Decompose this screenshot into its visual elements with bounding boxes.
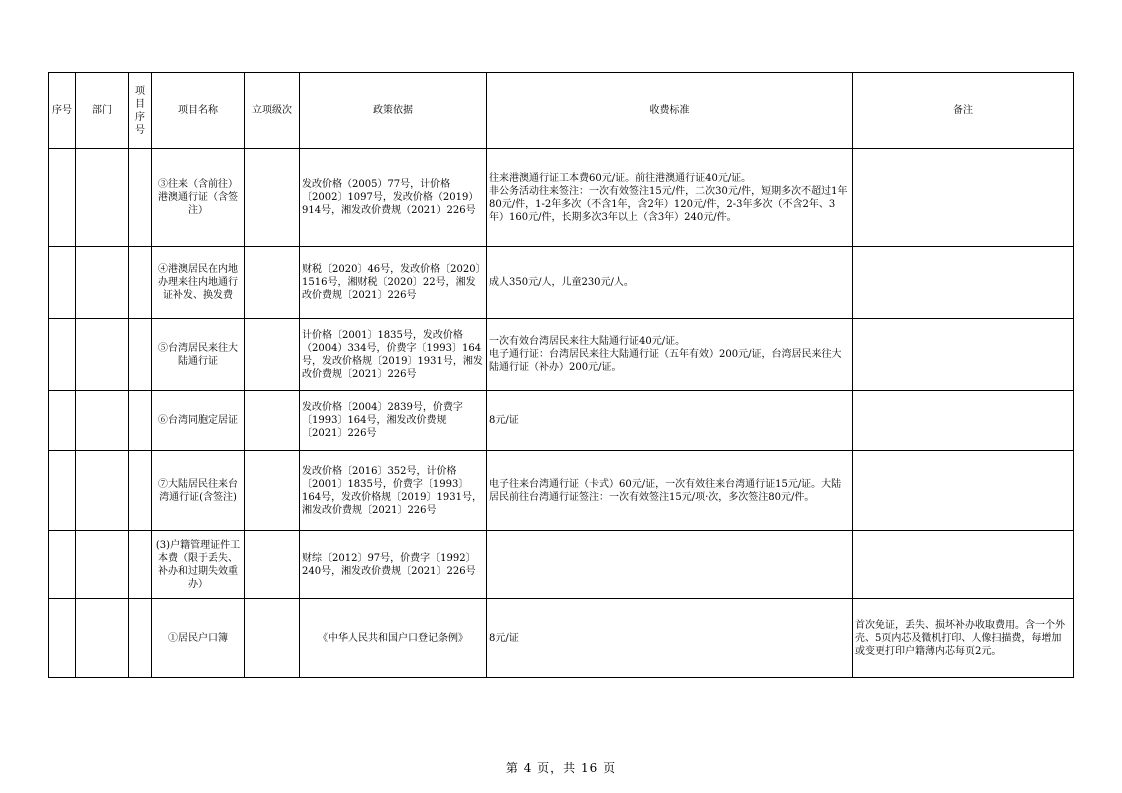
cell-seq [49, 599, 76, 678]
cell-item-seq [129, 247, 152, 319]
table-row [49, 451, 1074, 531]
header-dept: 部门 [76, 73, 129, 149]
table-row [49, 149, 1074, 247]
table-row [49, 319, 1074, 391]
cell-note [853, 451, 1074, 531]
cell-item-seq [129, 391, 152, 451]
cell-item-seq [129, 599, 152, 678]
cell-basis: 发改价格〔2004〕2839号，价费字〔1993〕164号，湘发改价费规〔2021〕226号 [300, 391, 487, 451]
cell-item-name: (3)户籍管理证件工本费（限于丢失、补办和过期失效重办） [152, 531, 245, 599]
header-item-name: 项目名称 [152, 73, 245, 149]
cell-seq [49, 391, 76, 451]
cell-item-name: ④港澳居民在内地办理来往内地通行证补发、换发费 [152, 247, 245, 319]
cell-level [245, 599, 300, 678]
cell-seq [49, 149, 76, 247]
cell-level [245, 149, 300, 247]
cell-item-seq [129, 319, 152, 391]
table-row [49, 531, 1074, 599]
table-row [49, 599, 1074, 678]
cell-note [853, 531, 1074, 599]
cell-basis: 计价格〔2001〕1835号，发改价格（2004）334号，价费字〔1993〕164号，发改价格规〔2019〕1931号，湘发改价费规〔2021〕226号 [300, 319, 487, 391]
header-seq: 序号 [49, 73, 76, 149]
cell-item-seq [129, 451, 152, 531]
cell-note [853, 247, 1074, 319]
cell-seq [49, 247, 76, 319]
cell-dept [76, 599, 129, 678]
cell-seq [49, 319, 76, 391]
cell-level [245, 319, 300, 391]
cell-item-name: ⑥台湾同胞定居证 [152, 391, 245, 451]
cell-item-name: ③往来（含前往）港澳通行证（含签注） [152, 149, 245, 247]
fee-table [48, 72, 1074, 678]
cell-fee: 一次有效台湾居民来往大陆通行证40元/证。 电子通行证：台湾居民来往大陆通行证（五年有效）200元/证，台湾居民来往大陆通行证（补办）200元/证。 [487, 319, 853, 391]
cell-dept [76, 391, 129, 451]
cell-basis: 发改价格〔2016〕352号，计价格〔2001〕1835号，价费字〔1993〕164号，发改价格规〔2019〕1931号，湘发改价费规〔2021〕226号 [300, 451, 487, 531]
cell-fee: 往来港澳通行证工本费60元/证。前往港澳通行证40元/证。 非公务活动往来签注：一次有效签注15元/件，二次30元/件，短期多次不超过1年80元/件，1-2年多次（不含1年，含2年）120元/件，2-3年多次（不含2年、3年）160元/件，长期多次3年以上（含3年）240元/件。 [487, 149, 853, 247]
cell-item-seq [129, 531, 152, 599]
cell-item-name: ⑤台湾居民来往大陆通行证 [152, 319, 245, 391]
cell-level [245, 391, 300, 451]
page-number: 第 4 页，共 16 页 [505, 761, 617, 775]
cell-basis: 发改价格（2005）77号，计价格〔2002〕1097号，发改价格（2019）914号，湘发改价费规（2021）226号 [300, 149, 487, 247]
table-row [49, 247, 1074, 319]
cell-basis: 财税〔2020〕46号，发改价格〔2020〕1516号，湘财税〔2020〕22号，湘发改价费规〔2021〕226号 [300, 247, 487, 319]
cell-fee: 8元/证 [487, 599, 853, 678]
header-row [49, 73, 1074, 149]
cell-seq [49, 451, 76, 531]
cell-dept [76, 247, 129, 319]
cell-note [853, 391, 1074, 451]
header-fee: 收费标准 [487, 73, 853, 149]
cell-note [853, 319, 1074, 391]
header-item-seq: 项目序号 [129, 73, 152, 149]
cell-note [853, 149, 1074, 247]
cell-basis: 财综〔2012〕97号，价费字〔1992〕240号，湘发改价费规〔2021〕226号 [300, 531, 487, 599]
cell-basis: 《中华人民共和国户口登记条例》 [300, 599, 487, 678]
cell-dept [76, 319, 129, 391]
cell-level [245, 247, 300, 319]
cell-seq [49, 531, 76, 599]
cell-item-name: ⑦大陆居民往来台湾通行证(含签注) [152, 451, 245, 531]
cell-note: 首次免证，丢失、损坏补办收取费用。含一个外壳、5页内芯及微机打印、人像扫描费，每增加或变更打印户籍薄内芯每页2元。 [853, 599, 1074, 678]
cell-item-seq [129, 149, 152, 247]
cell-fee: 电子往来台湾通行证（卡式）60元/证，一次有效往来台湾通行证15元/证。大陆居民前往台湾通行证签注：一次有效签注15元/项·次，多次签注80元/件。 [487, 451, 853, 531]
cell-level [245, 451, 300, 531]
cell-dept [76, 531, 129, 599]
header-level: 立项级次 [245, 73, 300, 149]
header-note: 备注 [853, 73, 1074, 149]
header-basis: 政策依据 [300, 73, 487, 149]
cell-dept [76, 149, 129, 247]
cell-dept [76, 451, 129, 531]
cell-item-name: ①居民户口簿 [152, 599, 245, 678]
cell-fee [487, 531, 853, 599]
table-row [49, 391, 1074, 451]
cell-fee: 8元/证 [487, 391, 853, 451]
cell-level [245, 531, 300, 599]
cell-fee: 成人350元/人，儿童230元/人。 [487, 247, 853, 319]
